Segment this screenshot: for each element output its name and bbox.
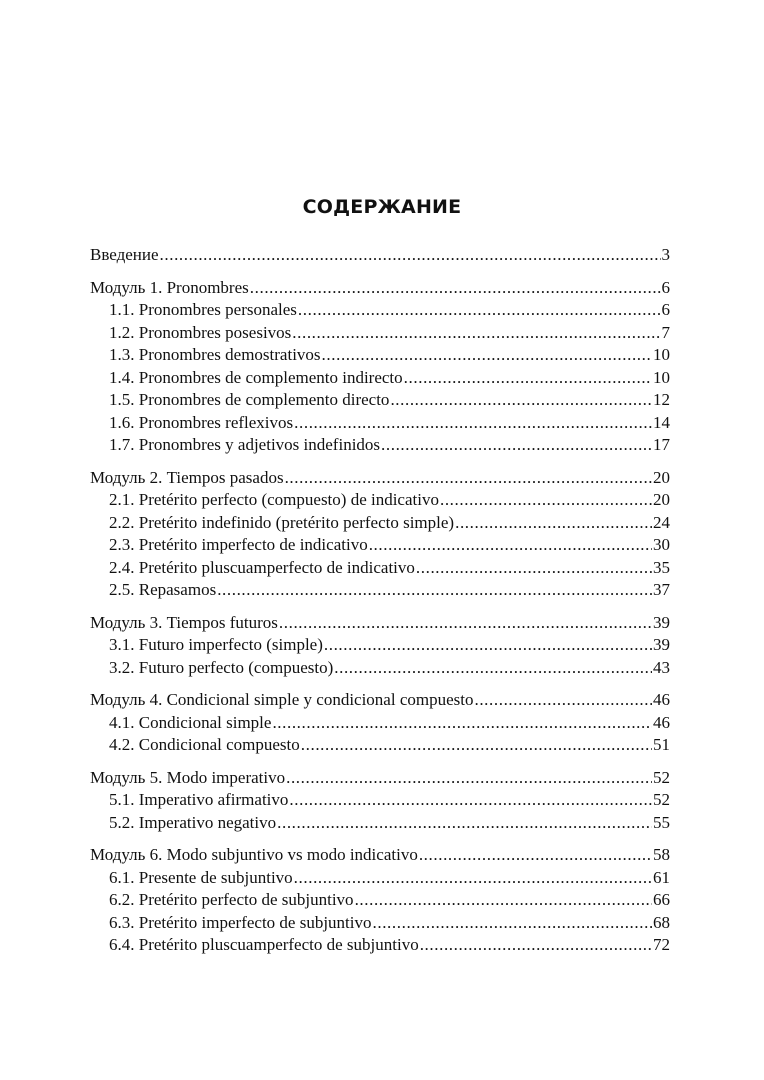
dot-leader — [373, 912, 653, 935]
toc-entry-label: 1.2. Pronombres posesivos — [109, 322, 292, 342]
toc-entry-label: 2.4. Pretérito pluscuamperfecto de indicativo — [109, 557, 415, 577]
dot-leader — [286, 767, 652, 790]
dot-leader — [160, 244, 661, 267]
toc-entry[interactable] — [90, 689, 670, 712]
dot-leader — [416, 557, 652, 580]
toc-page-number: 61 — [653, 867, 670, 887]
toc-entry-label: Модуль 6. Modo subjuntivo vs modo indicativo — [90, 845, 418, 864]
toc-section — [90, 612, 670, 680]
toc-page-number: 37 — [653, 580, 670, 599]
toc-subentry[interactable] — [90, 934, 670, 957]
toc-entry[interactable] — [90, 844, 670, 867]
toc-page-number: 20 — [653, 490, 670, 509]
toc-page-number: 14 — [653, 412, 670, 432]
toc-subentry[interactable] — [90, 634, 670, 657]
toc-page-number: 24 — [653, 512, 670, 532]
toc-entry[interactable] — [90, 277, 670, 300]
table-of-contents — [90, 244, 670, 967]
toc-entry-label: 2.1. Pretérito perfecto (compuesto) de indicativo — [109, 490, 439, 509]
toc-page-number: 35 — [653, 557, 670, 577]
dot-leader — [250, 277, 661, 300]
toc-subentry[interactable] — [90, 512, 670, 535]
toc-subentry[interactable] — [90, 712, 670, 735]
toc-section — [90, 467, 670, 602]
dot-leader — [292, 322, 660, 345]
toc-page-number: 72 — [653, 935, 670, 954]
toc-subentry[interactable] — [90, 557, 670, 580]
dot-leader — [355, 889, 652, 912]
toc-page-number: 39 — [653, 612, 670, 632]
toc-entry-label: 2.3. Pretérito imperfecto de indicativo — [109, 535, 368, 554]
toc-page-number: 43 — [653, 657, 670, 677]
toc-entry-label: 4.2. Condicional compuesto — [109, 735, 300, 754]
toc-page-number: 3 — [661, 245, 670, 264]
dot-leader — [390, 389, 652, 412]
toc-entry-label: 2.2. Pretérito indefinido (pretérito perfecto simple) — [109, 512, 455, 532]
toc-entry-label: 5.2. Imperativo negativo — [109, 812, 277, 832]
toc-subentry[interactable] — [90, 889, 670, 912]
toc-subentry[interactable] — [90, 299, 670, 322]
toc-subentry[interactable] — [90, 912, 670, 935]
toc-section — [90, 767, 670, 835]
toc-subentry[interactable] — [90, 812, 670, 835]
toc-entry[interactable] — [90, 612, 670, 635]
toc-entry-label: 6.3. Pretérito imperfecto de subjuntivo — [109, 912, 372, 932]
toc-page-number: 46 — [653, 690, 670, 709]
toc-entry-label: 3.2. Futuro perfecto (compuesto) — [109, 657, 334, 677]
dot-leader — [272, 712, 652, 735]
toc-entry-label: 6.1. Presente de subjuntivo — [109, 867, 293, 887]
toc-entry[interactable] — [90, 244, 670, 267]
dot-leader — [455, 512, 652, 535]
toc-entry[interactable] — [90, 467, 670, 490]
dot-leader — [334, 657, 652, 680]
dot-leader — [289, 789, 652, 812]
toc-subentry[interactable] — [90, 322, 670, 345]
toc-entry-label: 1.4. Pronombres de complemento indirecto — [109, 367, 403, 387]
toc-entry-label: 4.1. Condicional simple — [109, 712, 272, 732]
dot-leader — [369, 534, 652, 557]
toc-entry-label: 1.5. Pronombres de complemento directo — [109, 390, 390, 409]
dot-leader — [217, 579, 652, 602]
toc-section — [90, 277, 670, 457]
toc-entry-label: Модуль 3. Tiempos futuros — [90, 612, 278, 632]
toc-subentry[interactable] — [90, 734, 670, 757]
toc-page-number: 17 — [653, 435, 670, 454]
toc-page-number: 20 — [653, 467, 670, 487]
dot-leader — [474, 689, 652, 712]
dot-leader — [324, 634, 652, 657]
toc-page-number: 6 — [661, 300, 670, 319]
dot-leader — [294, 412, 652, 435]
toc-subentry[interactable] — [90, 867, 670, 890]
toc-entry-label: Модуль 2. Tiempos pasados — [90, 467, 284, 487]
toc-entry-label: 1.6. Pronombres reflexivos — [109, 412, 294, 432]
dot-leader — [279, 612, 652, 635]
dot-leader — [298, 299, 661, 322]
toc-entry-label: 1.1. Pronombres personales — [109, 300, 297, 319]
toc-entry-label: 6.2. Pretérito perfecto de subjuntivo — [109, 890, 354, 909]
toc-page-number: 51 — [653, 735, 670, 754]
toc-section — [90, 689, 670, 757]
toc-subentry[interactable] — [90, 389, 670, 412]
page-title: СОДЕРЖАНИЕ — [302, 196, 462, 218]
toc-subentry[interactable] — [90, 367, 670, 390]
toc-subentry[interactable] — [90, 657, 670, 680]
dot-leader — [420, 934, 652, 957]
toc-subentry[interactable] — [90, 434, 670, 457]
toc-entry-label: Введение — [90, 245, 159, 264]
dot-leader — [301, 734, 652, 757]
toc-entry-label: Модуль 1. Pronombres — [90, 277, 249, 297]
dot-leader — [440, 489, 652, 512]
dot-leader — [381, 434, 652, 457]
dot-leader — [404, 367, 652, 390]
toc-page-number: 10 — [653, 345, 670, 364]
toc-page-number: 39 — [653, 635, 670, 654]
toc-page-number: 52 — [653, 790, 670, 809]
toc-page-number: 12 — [653, 390, 670, 409]
toc-page-number: 46 — [653, 712, 670, 732]
toc-page-number: 66 — [653, 890, 670, 909]
toc-page-number: 7 — [661, 322, 670, 342]
toc-entry-label: 1.3. Pronombres demostrativos — [109, 345, 321, 364]
toc-entry-label: 3.1. Futuro imperfecto (simple) — [109, 635, 323, 654]
toc-section — [90, 844, 670, 957]
toc-page-number: 58 — [653, 845, 670, 864]
dot-leader — [419, 844, 652, 867]
toc-subentry[interactable] — [90, 344, 670, 367]
toc-subentry[interactable] — [90, 489, 670, 512]
toc-entry-label: Модуль 4. Condicional simple y condicional compuesto — [90, 690, 474, 709]
toc-subentry[interactable] — [90, 579, 670, 602]
dot-leader — [285, 467, 652, 490]
toc-subentry[interactable] — [90, 412, 670, 435]
toc-page-number: 55 — [653, 812, 670, 832]
dot-leader — [294, 867, 652, 890]
toc-page-number: 68 — [653, 912, 670, 932]
dot-leader — [277, 812, 652, 835]
toc-page-number: 30 — [653, 535, 670, 554]
toc-entry-label: 5.1. Imperativo afirmativo — [109, 790, 289, 809]
toc-entry-label: Модуль 5. Modo imperativo — [90, 767, 286, 787]
toc-entry[interactable] — [90, 767, 670, 790]
dot-leader — [322, 344, 652, 367]
toc-entry-label: 6.4. Pretérito pluscuamperfecto de subjuntivo — [109, 935, 419, 954]
toc-subentry[interactable] — [90, 789, 670, 812]
toc-page-number: 10 — [653, 367, 670, 387]
toc-page-number: 6 — [661, 277, 670, 297]
toc-section — [90, 244, 670, 267]
toc-entry-label: 1.7. Pronombres y adjetivos indefinidos — [109, 435, 381, 454]
toc-page-number: 52 — [653, 767, 670, 787]
toc-entry-label: 2.5. Repasamos — [109, 580, 217, 599]
toc-subentry[interactable] — [90, 534, 670, 557]
